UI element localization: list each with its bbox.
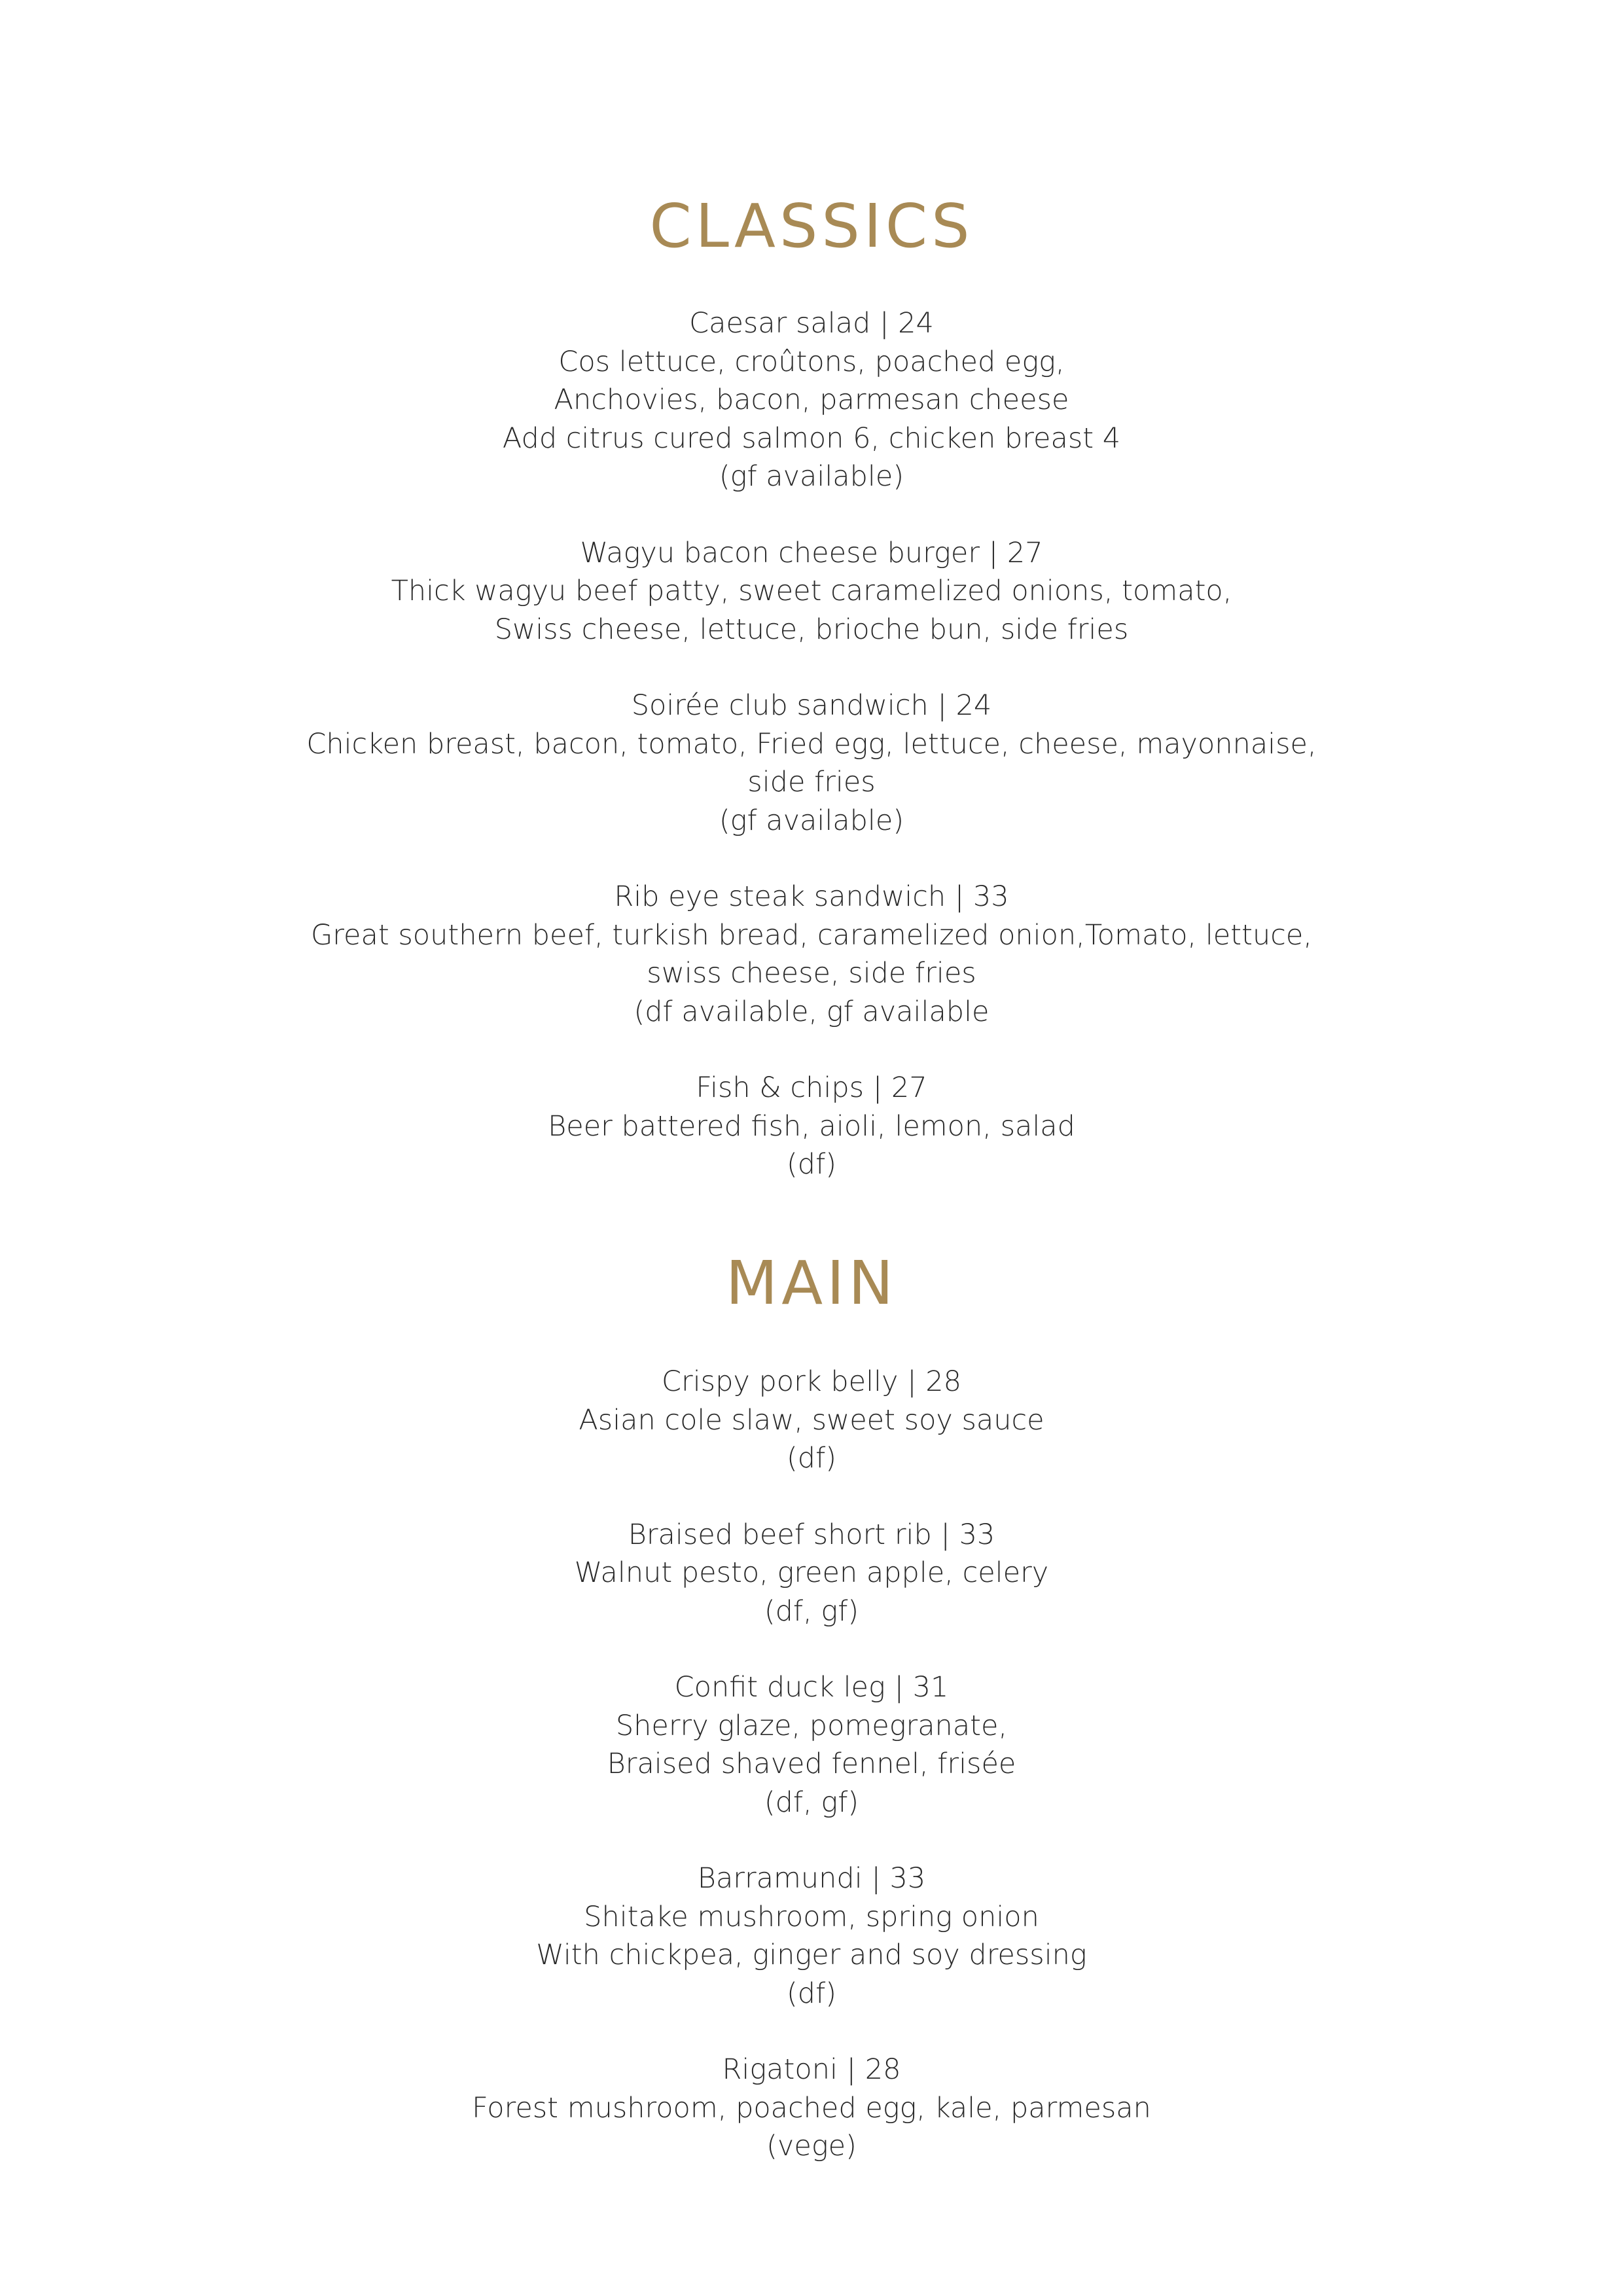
item-description: Chicken breast, bacon, tomato, Fried egg, lettuce, cheese, mayonnaise, — [306, 727, 1317, 761]
item-dietary-note: (df) — [787, 1977, 836, 2010]
item-name-price: Rib eye steak sandwich | 33 — [614, 880, 1009, 913]
item-description: With chickpea, ginger and soy dressing — [536, 1939, 1087, 1971]
item-dietary-note: (gf available) — [719, 460, 904, 493]
item-name-price: Crispy pork belly | 28 — [662, 1365, 961, 1398]
menu-item-barramundi — [0, 1859, 1623, 2013]
menu-item-pork-belly — [0, 1363, 1623, 1478]
main-items — [0, 1363, 1623, 2204]
item-name-price: Soirée club sandwich | 24 — [631, 689, 992, 722]
item-dietary-note: (gf available) — [719, 804, 904, 837]
item-description: Beer battered fish, aioli, lemon, salad — [548, 1109, 1075, 1143]
item-description: Shitake mushroom, spring onion — [584, 1900, 1039, 1933]
menu-item-caesar-salad — [0, 304, 1623, 496]
item-description: Great southern beef, turkish bread, caramelized onion,Tomato, lettuce, — [310, 918, 1312, 952]
classics-items — [0, 304, 1623, 1222]
item-description: swiss cheese, side fries — [647, 957, 976, 990]
item-dietary-note: (vege) — [766, 2130, 857, 2162]
item-name-price: Confit duck leg | 31 — [674, 1671, 949, 1704]
menu-item-club-sandwich — [0, 687, 1623, 840]
item-description: Cos lettuce, croûtons, poached egg, — [558, 345, 1065, 378]
item-name-price: Barramundi | 33 — [697, 1862, 926, 1895]
item-description: Forest mushroom, poached egg, kale, parmesan — [472, 2091, 1151, 2125]
menu-item-short-rib — [0, 1516, 1623, 1631]
item-name-price: Rigatoni | 28 — [722, 2053, 901, 2086]
item-name-price: Wagyu bacon cheese burger | 27 — [580, 536, 1043, 569]
item-description: Swiss cheese, lettuce, brioche bun, side fries — [494, 613, 1129, 646]
item-description: Braised shaved fennel, frisée — [607, 1748, 1016, 1780]
item-dietary-note: (df) — [787, 1148, 836, 1181]
section-title-main: MAIN — [725, 1248, 898, 1318]
item-name-price: Fish & chips | 27 — [696, 1071, 927, 1104]
section-title-classics: CLASSICS — [649, 191, 974, 261]
menu-item-fish-chips — [0, 1069, 1623, 1184]
item-description: Walnut pesto, green apple, celery — [574, 1556, 1049, 1589]
item-name-price: Braised beef short rib | 33 — [628, 1518, 995, 1551]
item-description: Sherry glaze, pomegranate, — [615, 1709, 1008, 1742]
item-dietary-note: (df available, gf available — [633, 995, 990, 1028]
item-dietary-note: (df) — [787, 1442, 836, 1475]
item-dietary-note: (df, gf) — [764, 1594, 859, 1628]
menu-item-rigatoni — [0, 2051, 1623, 2166]
item-description: Asian cole slaw, sweet soy sauce — [579, 1403, 1044, 1437]
item-description: Anchovies, bacon, parmesan cheese — [554, 384, 1069, 416]
menu-item-duck-leg — [0, 1668, 1623, 1821]
item-dietary-note: (df, gf) — [764, 1785, 859, 1819]
menu-item-wagyu-burger — [0, 534, 1623, 649]
item-addons: Add citrus cured salmon 6, chicken breast 4 — [502, 422, 1121, 455]
item-description: side fries — [747, 766, 876, 798]
menu-item-steak-sandwich — [0, 878, 1623, 1031]
item-description: Thick wagyu beef patty, sweet caramelized onions, tomato, — [391, 575, 1232, 607]
item-name-price: Caesar salad | 24 — [689, 307, 934, 340]
